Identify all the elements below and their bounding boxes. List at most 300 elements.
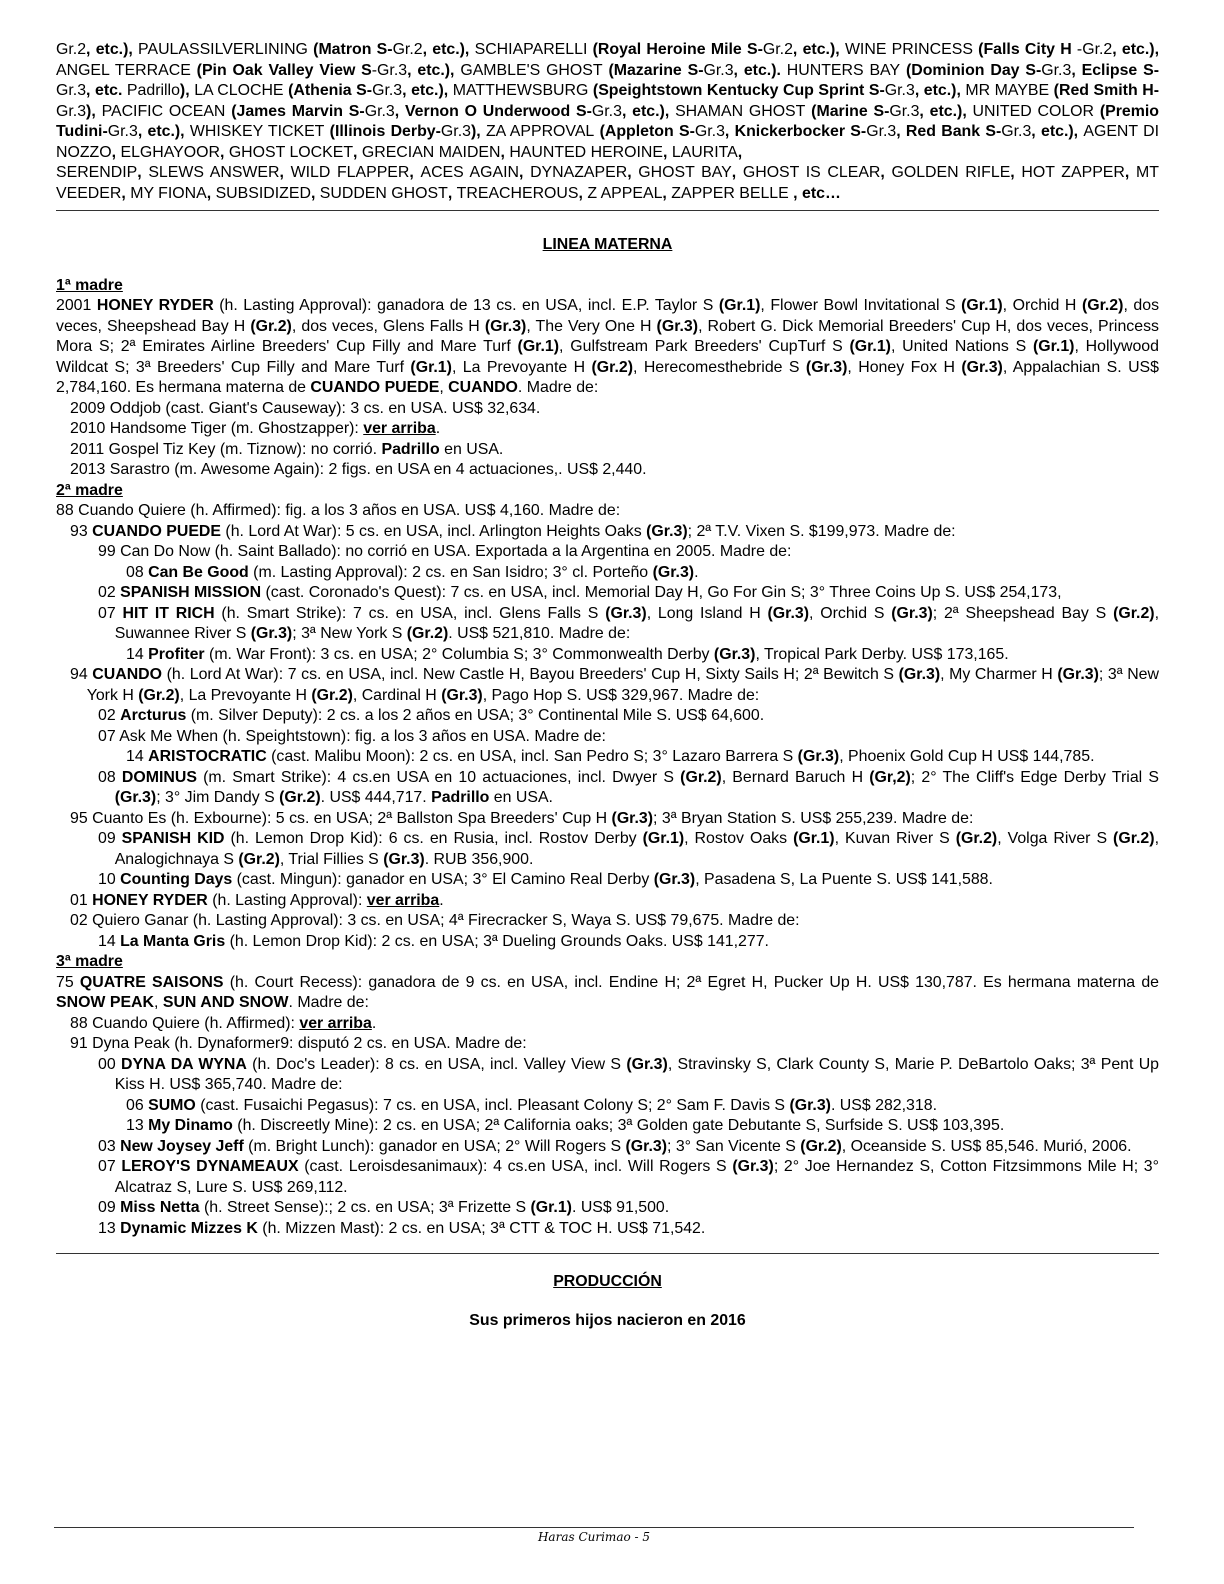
text: (h. Court Recess): ganadora de 9 cs. en USA, incl. Endine H; 2ª Egret H, Pucker Up H. US$ 130,787. Es hermana materna de bbox=[223, 973, 1159, 991]
bold-text: (Gr.1) bbox=[718, 297, 761, 314]
bold-text: , etc.), bbox=[1031, 123, 1084, 140]
bold-text: , etc.), bbox=[137, 123, 190, 140]
text: , Orchid S bbox=[809, 604, 892, 622]
bold-text: (Gr.3) bbox=[789, 1096, 831, 1114]
text: , Rostov Oaks bbox=[684, 830, 794, 847]
madre2-heading: 2ª madre bbox=[56, 481, 123, 499]
text: Gr.2 bbox=[762, 41, 793, 58]
text: SUDDEN GHOST bbox=[319, 184, 448, 202]
text: SCHIAPARELLI bbox=[474, 41, 588, 58]
bold-text: (Gr.3) bbox=[797, 748, 840, 765]
text: Gr.3 bbox=[703, 61, 734, 79]
text: (m. Silver Deputy): 2 cs. a los 2 años en USA; 3° Continental Mile S. US$ 64,600. bbox=[186, 707, 765, 724]
text: 09 bbox=[98, 830, 122, 847]
bold-text: , bbox=[121, 184, 131, 202]
text: (h. Mizzen Mast): 2 cs. en USA; 3ª CTT & TOC H. US$ 71,542. bbox=[257, 1219, 706, 1237]
bold-text: , etc.), bbox=[621, 102, 676, 120]
bold-text: New Joysey Jeff bbox=[120, 1137, 244, 1155]
pedigree-entry bbox=[56, 911, 1159, 932]
bold-text: (Gr.3) bbox=[652, 563, 695, 581]
text: , La Prevoyante H bbox=[179, 686, 312, 704]
bold-text: , bbox=[1010, 164, 1022, 181]
bold-text: , bbox=[578, 184, 588, 202]
text: 08 bbox=[126, 563, 149, 581]
text: , Pago Hop S. US$ 329,967. Madre de: bbox=[482, 686, 760, 704]
text: MY FIONA bbox=[130, 184, 207, 202]
bold-text: (Gr.3) bbox=[767, 604, 810, 622]
bold-text: La Manta Gris bbox=[120, 932, 226, 950]
madre3-heading: 3ª madre bbox=[56, 953, 123, 970]
bold-text: (Illinois Derby- bbox=[324, 123, 441, 140]
text: ; 3ª New York S bbox=[292, 625, 407, 642]
text: ANGEL TERRACE bbox=[56, 61, 191, 79]
text: 93 bbox=[70, 522, 93, 540]
text: MT VEEDER bbox=[56, 164, 1159, 202]
intro-offspring-list bbox=[56, 40, 1159, 204]
bold-text: , etc.), bbox=[86, 41, 139, 58]
text: 07 Ask Me When (h. Speightstown): fig. a los 3 años en USA. Madre de: bbox=[98, 727, 606, 745]
bold-text: , Eclipse S- bbox=[1071, 61, 1159, 79]
text: 02 bbox=[98, 707, 121, 724]
text: Gr.3 bbox=[56, 82, 87, 99]
text: 91 Dyna Peak (h. Dynaformer9: disputó 2 cs. en USA. Madre de: bbox=[70, 1035, 527, 1052]
text: . bbox=[439, 891, 444, 909]
pedigree-entry bbox=[56, 1034, 1159, 1055]
madre1-heading: 1ª madre bbox=[56, 276, 123, 294]
text: Gr.3 bbox=[889, 102, 920, 120]
text: . Madre de: bbox=[288, 994, 369, 1011]
text: en USA. bbox=[489, 789, 553, 806]
bold-text: (Gr.2) bbox=[279, 789, 321, 806]
text: Padrillo bbox=[126, 82, 180, 99]
bold-text: , bbox=[137, 164, 149, 181]
pedigree-entry bbox=[56, 870, 1159, 891]
madre2-section bbox=[56, 501, 1159, 952]
text: WILD FLAPPER bbox=[290, 164, 410, 181]
pedigree-entry bbox=[56, 665, 1159, 706]
text: Gr.3 bbox=[364, 102, 395, 120]
bold-text: HIT IT RICH bbox=[122, 604, 215, 622]
bold-text: (Gr.3) bbox=[484, 317, 527, 335]
bold-text: (Gr.3) bbox=[646, 522, 688, 540]
pedigree-entry bbox=[56, 1014, 1159, 1035]
bold-text: , etc… bbox=[788, 184, 841, 202]
bold-text: (Gr.2) bbox=[238, 850, 280, 868]
bold-text: Counting Days bbox=[120, 871, 233, 888]
text: . US$ 444,717. bbox=[320, 789, 432, 806]
text: 08 bbox=[98, 768, 122, 786]
text: PAULASSILVERLINING bbox=[138, 41, 308, 58]
bold-text: (Falls City H bbox=[972, 41, 1077, 58]
bold-text: (Gr.2) bbox=[955, 830, 998, 847]
bold-text: CUANDO bbox=[92, 666, 163, 683]
bold-text: (Gr.2) bbox=[680, 768, 722, 786]
bold-text: Padrillo bbox=[431, 789, 490, 806]
bold-text: Dynamic Mizzes K bbox=[120, 1219, 258, 1237]
bold-text: (Gr.2) bbox=[1113, 604, 1155, 622]
bold-text: , bbox=[219, 143, 229, 161]
text: en USA. bbox=[439, 440, 504, 458]
text: ACES AGAIN bbox=[420, 164, 519, 181]
footer-divider bbox=[54, 1527, 1134, 1528]
bold-text: (Gr,2) bbox=[869, 768, 911, 786]
text: (h. Lemon Drop Kid): 6 cs. en Rusia, incl. Rostov Derby bbox=[224, 830, 643, 847]
bold-text: , bbox=[518, 164, 531, 181]
bold-text: , bbox=[409, 164, 421, 181]
bold-text: (Gr.3) bbox=[626, 1055, 668, 1073]
text: Gr.3 bbox=[1001, 123, 1032, 140]
text: , Pasadena S, La Puente S. US$ 141,588. bbox=[695, 871, 993, 888]
bold-text: (Gr.2) bbox=[1113, 830, 1155, 847]
pedigree-entry bbox=[56, 727, 1159, 748]
bold-text: Padrillo bbox=[381, 440, 440, 458]
text: UNITED COLOR bbox=[972, 102, 1095, 120]
pedigree-entry bbox=[56, 440, 1159, 461]
text: , Orchid H bbox=[1002, 297, 1082, 314]
bold-text: , bbox=[1124, 164, 1136, 181]
bold-text: (Gr.3) bbox=[732, 1158, 774, 1175]
bold-text: (Red Smith H- bbox=[1049, 82, 1159, 99]
text: (h. Lasting Approval): bbox=[207, 891, 367, 909]
bold-text: HONEY RYDER bbox=[96, 297, 214, 314]
pedigree-entry bbox=[56, 1116, 1159, 1137]
bold-text: (Gr.3) bbox=[611, 809, 654, 827]
text: Gr.2 bbox=[56, 41, 87, 58]
text: , Suwannee River S bbox=[114, 604, 1160, 642]
text: 13 bbox=[126, 1117, 149, 1134]
bold-text: , etc.), bbox=[422, 41, 475, 58]
bold-text: , Vernon O Underwood S- bbox=[394, 102, 592, 120]
text: SUBSIDIZED bbox=[215, 184, 311, 202]
pedigree-entry bbox=[56, 1055, 1159, 1096]
text: 95 Cuanto Es (h. Exbourne): 5 cs. en USA; 2ª Ballston Spa Breeders' Cup H bbox=[70, 809, 612, 827]
text: (h. Street Sense):; 2 cs. en USA; 3ª Frizette S bbox=[199, 1199, 531, 1216]
pedigree-entry bbox=[56, 1137, 1159, 1158]
text: (m. Smart Strike): 4 cs.en USA en 10 actuaciones, incl. Dwyer S bbox=[196, 768, 681, 786]
bold-text: (Appleton S- bbox=[594, 123, 695, 140]
text: , United Nations S bbox=[890, 338, 1033, 355]
bold-text: ), bbox=[86, 102, 102, 120]
bold-text: (Gr.2) bbox=[406, 625, 449, 642]
text: , dos veces, Sheepshead Bay H bbox=[56, 297, 1160, 335]
text: Z APPEAL bbox=[587, 184, 663, 202]
bold-text: , bbox=[737, 143, 743, 161]
bold-text: , bbox=[731, 164, 743, 181]
text: ; 3° San Vicente S bbox=[667, 1137, 801, 1155]
bold-text: (Gr.2) bbox=[1081, 297, 1124, 314]
bold-text: (Marine S- bbox=[805, 102, 890, 120]
bold-text: , bbox=[662, 143, 672, 161]
text: , Stravinsky S, Clark County S, Marie P. DeBartolo Oaks; 3ª Pent Up Kiss H. US$ 365,740. Madre de: bbox=[114, 1055, 1160, 1093]
text: Gr.2 bbox=[392, 41, 423, 58]
text: Gr.3 bbox=[440, 123, 471, 140]
bold-text: (Gr.3) bbox=[656, 317, 699, 335]
text: Gr.3 bbox=[866, 123, 897, 140]
bold-text: , bbox=[353, 143, 362, 161]
bold-text: ver arriba bbox=[366, 891, 440, 909]
pedigree-entry bbox=[56, 768, 1159, 809]
text: (cast. Fusaichi Pegasus): 7 cs. en USA, incl. Pleasant Colony S; 2° Sam F. Davis S bbox=[195, 1096, 790, 1114]
bold-text: , bbox=[447, 184, 457, 202]
text: , bbox=[439, 379, 449, 396]
bold-text: , bbox=[500, 143, 510, 161]
bold-text: DYNA DA WYNA bbox=[120, 1055, 247, 1073]
pedigree-entry bbox=[56, 1198, 1159, 1219]
text: 2011 Gospel Tiz Key (m. Tiznow): no corrió. bbox=[70, 440, 382, 458]
bold-text: (Gr.1) bbox=[530, 1199, 572, 1216]
bold-text: DOMINUS bbox=[121, 768, 197, 786]
text: GOLDEN RIFLE bbox=[891, 164, 1011, 181]
text: ELGHAYOOR bbox=[120, 143, 220, 161]
madre1-section bbox=[56, 296, 1159, 481]
text: MATTHEWSBURG bbox=[452, 82, 589, 99]
text: 2001 bbox=[56, 297, 97, 314]
page-footer: Haras Curimao - 5 bbox=[537, 1530, 651, 1544]
bold-text: LEROY'S DYNAMEAUX bbox=[121, 1158, 299, 1175]
text: 02 bbox=[98, 584, 121, 601]
text: (h. Lasting Approval): ganadora de 13 cs. en USA, incl. E.P. Taylor S bbox=[213, 297, 719, 314]
text: , Herecomesthebride S bbox=[633, 358, 806, 376]
bold-text: (Gr.3) bbox=[805, 358, 848, 376]
text: ; 2ª T.V. Vixen S. $199,973. Madre de: bbox=[687, 522, 956, 540]
text: (m. War Front): 3 cs. en USA; 2° Columbia S; 3° Commonwealth Derby bbox=[204, 645, 714, 663]
pedigree-entry bbox=[56, 583, 1159, 604]
bold-text: ), bbox=[470, 123, 486, 140]
text: , La Prevoyante H bbox=[451, 358, 592, 376]
text: GHOST IS CLEAR bbox=[742, 164, 881, 181]
bold-text: (Gr.3) bbox=[250, 625, 293, 642]
text: (m. Bright Lunch): ganador en USA; 2° Will Rogers S bbox=[243, 1137, 626, 1155]
text: Gr.3 bbox=[107, 123, 138, 140]
bold-text: (Gr.2) bbox=[591, 358, 634, 376]
text: ; 2° The Cliff's Edge Derby Trial S bbox=[910, 768, 1159, 786]
bold-text: (Gr.3) bbox=[713, 645, 756, 663]
text: GHOST LOCKET bbox=[228, 143, 354, 161]
bold-text: (Gr.1) bbox=[517, 338, 560, 355]
produccion-title: PRODUCCIÓN bbox=[553, 1273, 662, 1290]
pedigree-entry bbox=[56, 460, 1159, 481]
bold-text: Profiter bbox=[148, 645, 205, 663]
bold-text: (Mazarine S- bbox=[602, 61, 704, 79]
text: HUNTERS BAY bbox=[786, 61, 901, 79]
text: LA CLOCHE bbox=[194, 82, 284, 99]
text: MR MAYBE bbox=[965, 82, 1050, 99]
text: ZA APPROVAL bbox=[485, 123, 595, 140]
text: , Long Island H bbox=[646, 604, 768, 622]
pedigree-entry bbox=[56, 829, 1159, 870]
text: LAURITA bbox=[671, 143, 738, 161]
bold-text: ARISTOCRATIC bbox=[148, 748, 267, 765]
bold-text: SUMO bbox=[148, 1096, 196, 1114]
bold-text: (Gr.1) bbox=[849, 338, 891, 355]
text: , bbox=[154, 994, 163, 1011]
bold-text: SPANISH KID bbox=[121, 830, 225, 847]
text: , Phoenix Gold Cup H US$ 144,785. bbox=[839, 748, 1095, 765]
text: , Appalachian S. US$ 2,784,160. Es hermana materna de bbox=[56, 358, 1159, 396]
text: 03 bbox=[98, 1137, 121, 1155]
text: SERENDIP bbox=[56, 164, 138, 181]
bold-text: (Athenia S- bbox=[283, 82, 373, 99]
text: , Volga River S bbox=[997, 830, 1114, 847]
text: ; 3ª Bryan Station S. US$ 255,239. Madre de: bbox=[653, 809, 974, 827]
text: , Kuvan River S bbox=[834, 830, 956, 847]
pedigree-entry bbox=[56, 501, 1159, 522]
produccion-text: Sus primeros hijos nacieron en 2016 bbox=[469, 1311, 746, 1329]
text: (cast. Coronado's Quest): 7 cs. en USA, incl. Memorial Day H, Go For Gin S; 3° Three Coins Up S. US$ 254,173, bbox=[261, 584, 1062, 601]
text: 2013 Sarastro (m. Awesome Again): 2 figs. en USA en 4 actuaciones,. US$ 2,440. bbox=[70, 461, 647, 478]
text: PACIFIC OCEAN bbox=[101, 102, 226, 120]
text: Gr.3 bbox=[694, 123, 725, 140]
text: 88 Cuando Quiere (h. Affirmed): bbox=[70, 1014, 300, 1032]
text: , Oceanside S. US$ 85,546. Murió, 2006. bbox=[841, 1137, 1132, 1155]
text: , Analogichnaya S bbox=[114, 830, 1159, 868]
bold-text: , etc.), bbox=[1112, 41, 1160, 58]
bold-text: , bbox=[880, 164, 892, 181]
bold-text: , bbox=[662, 184, 672, 202]
bold-text: (Gr.1) bbox=[410, 358, 452, 376]
text: . bbox=[694, 563, 699, 581]
bold-text: (Gr.3) bbox=[114, 789, 157, 806]
text: , dos veces, Glens Falls H bbox=[291, 317, 485, 335]
bold-text: SNOW PEAK bbox=[56, 994, 154, 1011]
bold-text: , bbox=[111, 143, 121, 161]
bold-text: (Gr.1) bbox=[793, 830, 835, 847]
text: Gr.3 bbox=[372, 82, 403, 99]
bold-text: (Dominion Day S- bbox=[900, 61, 1042, 79]
text: 06 bbox=[126, 1096, 149, 1114]
pedigree-entry bbox=[56, 1157, 1159, 1198]
text: (cast. Leroisdesanimaux): 4 cs.en USA, incl. Will Rogers S bbox=[298, 1158, 733, 1175]
bold-text: , etc.), bbox=[919, 102, 973, 120]
bold-text: (Speightstown Kentucky Cup Sprint S- bbox=[588, 82, 885, 99]
text: GAMBLE'S GHOST bbox=[460, 61, 603, 79]
text: (h. Lord At War): 5 cs. en USA, incl. Arlington Heights Oaks bbox=[221, 522, 647, 540]
bold-text: , etc.), bbox=[792, 41, 845, 58]
text: , Gulfstream Park Breeders' CupTurf S bbox=[559, 338, 850, 355]
text: , Bernard Baruch H bbox=[721, 768, 870, 786]
text: 88 Cuando Quiere (h. Affirmed): fig. a los 3 años en USA. US$ 4,160. Madre de: bbox=[56, 502, 621, 519]
text: Gr.3 bbox=[591, 102, 622, 120]
bold-text: (Gr.1) bbox=[961, 297, 1003, 314]
text: 94 bbox=[70, 666, 93, 683]
pedigree-entry bbox=[56, 809, 1159, 830]
text: 13 bbox=[98, 1219, 121, 1237]
text: GHOST BAY bbox=[638, 164, 732, 181]
pedigree-entry bbox=[56, 747, 1159, 768]
pedigree-entry bbox=[56, 419, 1159, 440]
bold-text: CUANDO bbox=[448, 379, 518, 396]
text: GRECIAN MAIDEN bbox=[361, 143, 501, 161]
text: Gr.3 bbox=[884, 82, 915, 99]
text: (h. Lord At War): 7 cs. en USA, incl. New Castle H, Bayou Breeders' Cup H, Sixty Sails H; 2ª Bewitch S bbox=[162, 666, 899, 683]
text: 00 bbox=[98, 1055, 121, 1073]
text: TREACHEROUS bbox=[456, 184, 579, 202]
bold-text: (Royal Heroine Mile S- bbox=[587, 41, 763, 58]
text: 14 bbox=[98, 932, 121, 950]
madre3-section bbox=[56, 973, 1159, 1240]
bold-text: (Pin Oak Valley View S bbox=[190, 61, 372, 79]
text: , Hollywood Wildcat S; 3ª Breeders' Cup Filly and Mare Turf bbox=[56, 338, 1159, 376]
text: 75 bbox=[56, 973, 80, 991]
bold-text: (Gr.3) bbox=[891, 604, 933, 622]
bold-text: , bbox=[627, 164, 639, 181]
text: (m. Lasting Approval): 2 cs. en San Isidro; 3° cl. Porteño bbox=[248, 563, 653, 581]
text: HOT ZAPPER bbox=[1021, 164, 1125, 181]
bold-text: (Gr.3) bbox=[625, 1137, 667, 1155]
text: (h. Doc's Leader): 8 cs. en USA, incl. Valley View S bbox=[246, 1055, 627, 1073]
bold-text: (Gr.3) bbox=[605, 604, 647, 622]
bold-text: (Gr.1) bbox=[642, 830, 685, 847]
text: HAUNTED HEROINE bbox=[509, 143, 663, 161]
pedigree-entry bbox=[56, 522, 1159, 543]
text: . Madre de: bbox=[517, 379, 599, 396]
bold-text: , Knickerbocker S- bbox=[724, 123, 867, 140]
pedigree-entry bbox=[56, 891, 1159, 912]
text: DYNAZAPER bbox=[530, 164, 628, 181]
text: , Honey Fox H bbox=[847, 358, 962, 376]
linea-materna-title: LINEA MATERNA bbox=[542, 236, 673, 253]
text: ; 2° Joe Hernandez S, Cotton Fitzsimmons Mile H; 3° Alcatraz S, Lure S. US$ 269,112. bbox=[114, 1158, 1160, 1196]
bold-text: (Premio Tudini- bbox=[56, 102, 1159, 140]
bold-text: , bbox=[279, 164, 291, 181]
pedigree-entry bbox=[56, 1096, 1159, 1117]
pedigree-entry bbox=[56, 932, 1159, 953]
bold-text: (Gr.3) bbox=[441, 686, 483, 704]
bold-text: QUATRE SAISONS bbox=[79, 973, 224, 991]
bold-text: Can Be Good bbox=[148, 563, 249, 581]
bold-text: , etc.), bbox=[407, 61, 461, 79]
text: 09 bbox=[98, 1199, 121, 1216]
bold-text: Arcturus bbox=[120, 707, 187, 724]
bold-text: ), bbox=[179, 82, 195, 99]
bold-text: CUANDO PUEDE bbox=[92, 522, 221, 540]
bold-text: SUN AND SNOW bbox=[162, 994, 289, 1011]
text: , Flower Bowl Invitational S bbox=[760, 297, 962, 314]
intro-paragraph bbox=[56, 40, 1159, 163]
bold-text: (Gr.3) bbox=[383, 850, 425, 868]
bold-text: (Matron S- bbox=[307, 41, 393, 58]
text: ; 2ª Sheepshead Bay S bbox=[932, 604, 1114, 622]
text: . US$ 521,810. Madre de: bbox=[448, 625, 631, 642]
bold-text: ver arriba bbox=[363, 420, 436, 437]
bold-text: (Gr.3) bbox=[1057, 666, 1099, 683]
bold-text: (Gr.2) bbox=[250, 317, 292, 335]
text: . US$ 91,500. bbox=[571, 1199, 670, 1216]
text: -Gr.3 bbox=[371, 61, 408, 79]
text: 10 bbox=[98, 871, 121, 888]
bold-text: (Gr.2) bbox=[800, 1137, 842, 1155]
bold-text: HONEY RYDER bbox=[92, 891, 208, 909]
text: 01 bbox=[70, 891, 93, 909]
text: WINE PRINCESS bbox=[844, 41, 973, 58]
bold-text: (Gr.3) bbox=[898, 666, 941, 683]
bold-text: Miss Netta bbox=[120, 1199, 200, 1216]
bold-text: , Red Bank S- bbox=[896, 123, 1002, 140]
text: , Tropical Park Derby. US$ 173,165. bbox=[755, 645, 1009, 663]
text: . US$ 282,318. bbox=[830, 1096, 937, 1114]
bold-text: (Gr.2) bbox=[138, 686, 180, 704]
text: , The Very One H bbox=[526, 317, 657, 335]
text: SHAMAN GHOST bbox=[675, 102, 806, 120]
bold-text: , etc.), bbox=[402, 82, 453, 99]
text: . bbox=[371, 1014, 377, 1032]
text: Gr.3 bbox=[1041, 61, 1072, 79]
pedigree-entry bbox=[56, 604, 1159, 645]
text: (h. Smart Strike): 7 cs. en USA, incl. Glens Falls S bbox=[214, 604, 606, 622]
bold-text: , bbox=[206, 184, 216, 202]
text: SLEWS ANSWER bbox=[148, 164, 280, 181]
pedigree-entry bbox=[56, 1219, 1159, 1240]
